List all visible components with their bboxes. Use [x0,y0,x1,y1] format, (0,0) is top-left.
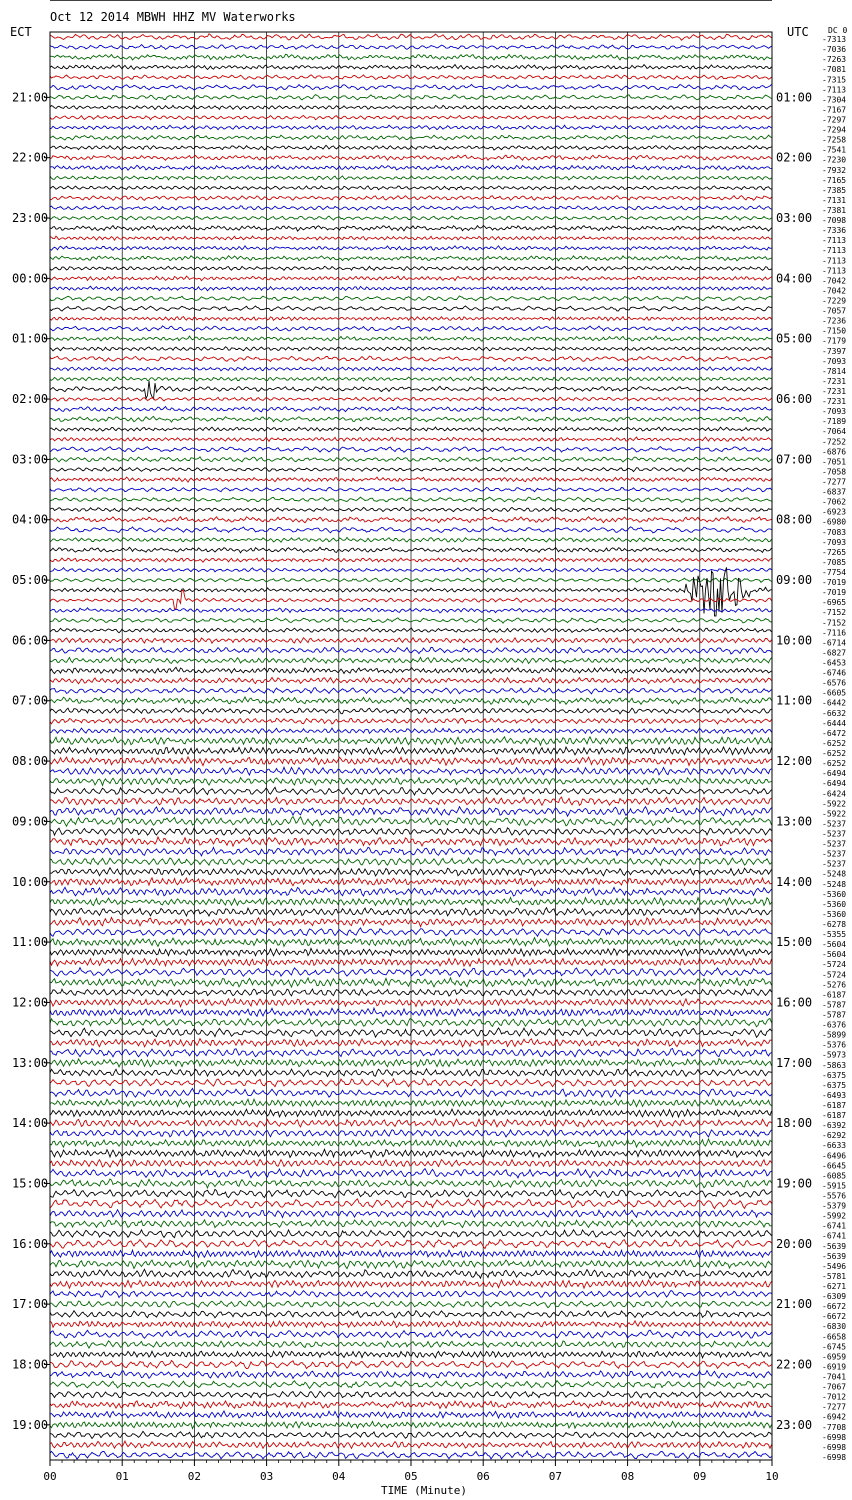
dc-offset-label: -7131 [822,195,847,205]
dc-offset-labels [822,35,846,1462]
right-hour-label: 06:00 [776,392,813,407]
dc-offset-label: -7167 [822,105,847,115]
dc-offset-label: -7113 [822,236,847,246]
dc-offset-label: -7932 [822,165,847,175]
dc-offset-label: -6493 [822,1090,847,1100]
x-tick-label: 04 [332,1470,346,1483]
left-hour-label: 18:00 [12,1357,49,1372]
dc-offset-label: -6187 [822,990,847,1000]
dc-offset-label: -7058 [822,467,847,477]
dc-offset-label: -7229 [822,296,847,306]
left-hour-label: 14:00 [12,1116,49,1131]
time-axis [43,1460,778,1483]
dc-offset-label: -7189 [822,417,847,427]
dc-offset-label: -6424 [822,789,847,799]
dc-offset-label: -5973 [822,1050,847,1060]
dc-offset-label: -6923 [822,507,847,517]
dc-offset-label: -5237 [822,839,847,849]
right-hour-label: 09:00 [776,573,813,588]
left-hour-label: 08:00 [12,754,49,769]
right-hour-label: 04:00 [776,271,813,286]
left-hour-label: 17:00 [12,1297,49,1312]
dc-offset-label: -6741 [822,1231,847,1241]
dc-offset-label: -6830 [822,1322,847,1332]
dc-offset-label: -6837 [822,487,847,497]
x-tick-label: 05 [404,1470,418,1483]
dc-offset-label: -7152 [822,608,847,618]
dc-offset-label: -7165 [822,175,847,185]
dc-offset-label: -7263 [822,55,847,65]
plot-title: Oct 12 2014 MBWH HHZ MV Waterworks [50,10,296,24]
dc-offset-label: -7041 [822,1372,847,1382]
dc-offset-label: -6375 [822,1080,847,1090]
right-hour-label: 10:00 [776,633,813,648]
dc-offset-label: -6633 [822,1141,847,1151]
dc-offset-label: -6453 [822,658,847,668]
dc-offset-label: -7294 [822,125,847,135]
left-hour-label: 23:00 [12,211,49,226]
dc-offset-label: -6980 [822,517,847,527]
left-hour-label: 06:00 [12,633,49,648]
dc-offset-label: -7258 [822,135,847,145]
dc-offset-label: -6876 [822,447,847,457]
dc-offset-label: -5237 [822,859,847,869]
dc-offset-label: -7113 [822,85,847,95]
dc-offset-label: -6632 [822,708,847,718]
dc-offset-label: -6496 [822,1151,847,1161]
dc-offset-label: -7093 [822,407,847,417]
dc-offset-label: -5899 [822,1030,847,1040]
left-hour-label: 10:00 [12,874,49,889]
left-hour-label: 12:00 [12,995,49,1010]
dc-offset-label: -5496 [822,1261,847,1271]
dc-offset-label: -6672 [822,1312,847,1322]
dc-offset-label: -6494 [822,769,847,779]
dc-offset-label: -5724 [822,960,847,970]
dc-offset-label: -7265 [822,547,847,557]
right-hour-label: 21:00 [776,1297,813,1312]
dc-offset-label: -5237 [822,849,847,859]
left-hour-label: 16:00 [12,1236,49,1251]
dc-offset-label: -6714 [822,638,847,648]
dc-offset-label: -6375 [822,1070,847,1080]
dc-offset-label: -6998 [822,1452,847,1462]
dc-offset-label: -6965 [822,598,847,608]
dc-offset-label: -6745 [822,1342,847,1352]
dc-offset-label: -6085 [822,1171,847,1181]
dc-offset-label: -6392 [822,1121,847,1131]
dc-offset-label: -6252 [822,759,847,769]
x-tick-label: 02 [187,1470,202,1483]
dc-offset-label: -6959 [822,1352,847,1362]
dc-offset-label: -6746 [822,668,847,678]
left-hour-label: 09:00 [12,814,49,829]
left-hour-label: 22:00 [12,150,49,165]
left-hour-label: 05:00 [12,573,49,588]
right-hour-label: 14:00 [776,874,813,889]
dc-offset-label: -7231 [822,387,847,396]
dc-offset-label: -5915 [822,1181,847,1191]
dc-offset-label: -6576 [822,678,847,688]
dc-offset-label: -7336 [822,226,847,236]
dc-offset-label: -6942 [822,1412,847,1422]
right-hour-label: 18:00 [776,1116,813,1131]
dc-offset-label: -7754 [822,568,847,578]
dc-offset-label: -7042 [822,276,847,286]
x-tick-label: 10 [765,1470,779,1483]
dc-offset-label: -6309 [822,1292,847,1302]
dc-offset-label: -7098 [822,216,847,226]
dc-offset-label: -7067 [822,1382,847,1392]
dc-offset-label: -6645 [822,1161,847,1171]
dc-offset-label: -6919 [822,1362,847,1372]
dc-offset-label: -5922 [822,799,847,809]
dc-offset-label: -7236 [822,316,847,326]
dc-offset-label: -7150 [822,326,847,336]
dc-offset-label: -6252 [822,749,847,759]
dc-offset-label: -7708 [822,1422,847,1432]
dc-offset-label: -7113 [822,246,847,256]
dc-offset-label: -7042 [822,286,847,296]
dc-offset-label: -6278 [822,919,847,929]
dc-offset-label: -7113 [822,266,847,276]
dc-offset-label: -5787 [822,1000,847,1010]
dc-offset-label: -6605 [822,688,847,698]
right-hour-label: 15:00 [776,935,813,950]
left-hour-label: 19:00 [12,1417,49,1432]
dc-offset-label: -5992 [822,1211,847,1221]
x-tick-label: 03 [259,1470,274,1483]
dc-offset-label: -5276 [822,980,847,990]
dc-offset-label: -7231 [822,376,847,386]
right-hour-label: 20:00 [776,1236,813,1251]
dc-offset-label: -7019 [822,578,847,588]
left-hour-label: 02:00 [12,392,49,407]
dc-offset-label: -6252 [822,738,847,748]
dc-offset-label: -5360 [822,909,847,919]
dc-offset-label: -5639 [822,1241,847,1251]
dc-offset-label: -6658 [822,1332,847,1342]
right-hour-label: 07:00 [776,452,813,467]
dc-offset-label: -6494 [822,779,847,789]
right-hour-label: 17:00 [776,1055,813,1070]
dc-offset-label: -5376 [822,1040,847,1050]
dc-offset-label: -7385 [822,185,847,195]
dc-offset-label: -6442 [822,698,847,708]
left-hour-label: 00:00 [12,271,49,286]
dc-offset-label: -7036 [822,45,847,55]
dc-offset-label: -7179 [822,336,847,346]
dc-offset-label: -5355 [822,930,847,940]
dc-offset-label: -7315 [822,75,847,85]
left-timezone-label: ECT [10,25,32,39]
left-hour-label: 07:00 [12,693,49,708]
dc-offset-label: -7064 [822,427,847,437]
left-hour-label: 21:00 [12,90,49,105]
dc-offset-label: -7152 [822,618,847,628]
dc-offset-label: -5787 [822,1010,847,1020]
dc-offset-label: -7093 [822,537,847,547]
dc-offset-label: -7313 [822,35,847,45]
right-hour-label: 23:00 [776,1417,813,1432]
dc-offset-label: -5379 [822,1201,847,1211]
dc-offset-label: -7397 [822,346,847,356]
right-hour-label: 13:00 [776,814,813,829]
dc-offset-label: -7081 [822,65,847,75]
dc-offset-label: -6472 [822,728,847,738]
dc-offset-label: -6271 [822,1282,847,1292]
dc-offset-label: -7019 [822,588,847,598]
dc-offset-label: -5360 [822,899,847,909]
dc-offset-label: -5237 [822,819,847,829]
x-tick-label: 00 [43,1470,57,1483]
left-hour-label: 11:00 [12,935,49,950]
dc-offset-label: -6998 [822,1432,847,1442]
dc-offset-label: -6292 [822,1131,847,1141]
dc-offset-label: -7231 [822,397,847,407]
left-hour-label: 01:00 [12,331,49,346]
x-tick-label: 06 [476,1470,490,1483]
left-hour-label: 13:00 [12,1055,49,1070]
right-hour-label: 11:00 [776,693,813,708]
dc-offset-label: -7113 [822,256,847,266]
dc-offset-label: -5863 [822,1060,847,1070]
dc-offset-label: -5724 [822,970,847,980]
right-hour-label: 02:00 [776,150,813,165]
dc-offset-label: -7304 [822,95,847,105]
dc-offset-label: -6376 [822,1020,847,1030]
left-hour-label: 15:00 [12,1176,49,1191]
dc-offset-label: -6827 [822,648,847,658]
x-tick-label: 07 [548,1470,563,1483]
right-hour-label: 19:00 [776,1176,813,1191]
dc-offset-label: -7297 [822,115,847,125]
dc-offset-label: -5248 [822,869,847,879]
dc-offset-label: -7093 [822,356,847,366]
x-tick-label: 08 [620,1470,635,1483]
x-tick-label: 09 [693,1470,707,1483]
right-hour-label: 16:00 [776,995,813,1010]
dc-offset-label: -7277 [822,477,847,487]
right-hour-label: 08:00 [776,512,813,527]
dc-offset-label: -6998 [822,1442,847,1452]
dc-offset-label: -6741 [822,1221,847,1231]
left-hour-label: 04:00 [12,512,49,527]
dc-offset-label: -7381 [822,205,847,215]
dc-offset-label: -7062 [822,497,847,507]
right-hour-label: 22:00 [776,1357,813,1372]
dc-offset-label: -6187 [822,1111,847,1121]
dc-offset-label: -5604 [822,940,847,950]
dc-offset-label: -5604 [822,950,847,960]
left-hour-label: 03:00 [12,452,49,467]
dc-offset-label: -7814 [822,366,847,376]
dc-offset-label: -7541 [822,145,847,155]
dc-offset-label: -5781 [822,1271,847,1281]
dc-offset-label: -7230 [822,155,847,165]
dc-header: DC 0 [828,26,848,35]
dc-offset-label: -6187 [822,1101,847,1110]
dc-offset-label: -7252 [822,437,847,447]
dc-offset-label: -7083 [822,527,847,537]
dc-offset-label: -7051 [822,457,847,467]
dc-offset-label: -5360 [822,889,847,899]
dc-offset-label: -7116 [822,628,847,638]
right-timezone-label: UTC [787,25,809,39]
dc-offset-label: -7085 [822,557,847,567]
right-hour-label: 01:00 [776,90,813,105]
dc-offset-label: -5248 [822,879,847,889]
dc-offset-label: -7277 [822,1402,847,1412]
dc-offset-label: -6672 [822,1302,847,1312]
dc-offset-label: -5237 [822,829,847,839]
dc-offset-label: -5922 [822,809,847,819]
dc-offset-label: -5576 [822,1191,847,1201]
dc-offset-label: -5639 [822,1251,847,1261]
dc-offset-label: -7057 [822,306,847,316]
x-tick-label: 01 [115,1470,129,1483]
right-hour-label: 12:00 [776,754,813,769]
dc-offset-label: -7012 [822,1392,847,1402]
dc-offset-label: -6444 [822,718,847,728]
right-hour-label: 03:00 [776,211,813,226]
right-hour-label: 05:00 [776,331,813,346]
x-axis-label: TIME (Minute) [380,1484,468,1497]
